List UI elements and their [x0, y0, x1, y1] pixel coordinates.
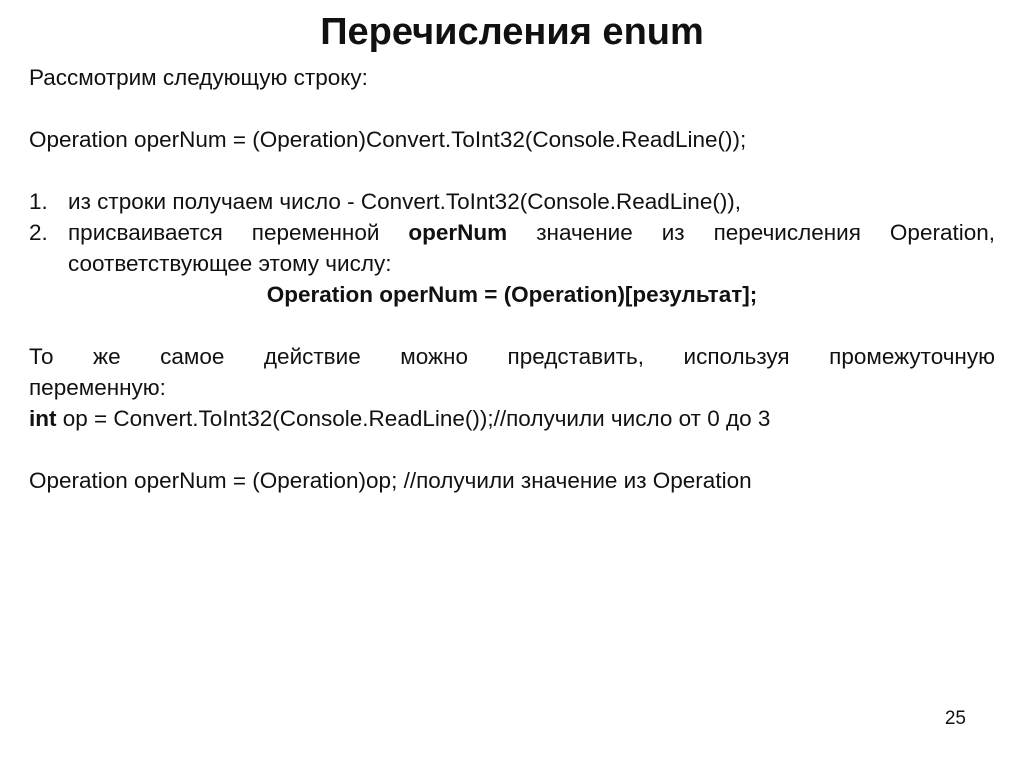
- code-line-int: [29, 403, 995, 434]
- spacer: [29, 310, 995, 341]
- list-number: 1.: [29, 189, 48, 214]
- spacer: [29, 93, 995, 124]
- paragraph-line-1: То же самое действие можно представить, используя промежуточную: [29, 344, 995, 369]
- code-line-int-rest: op = Convert.ToInt32(Console.ReadLine());//получили число от 0 до 3: [56, 406, 771, 431]
- list-item-text: из строки получаем число - Convert.ToInt32(Console.ReadLine()),: [68, 189, 742, 214]
- list-item-2: [29, 217, 995, 279]
- list-item-1: [29, 186, 995, 217]
- paragraph-line-2: переменную:: [29, 375, 166, 400]
- page-number: 25: [944, 708, 966, 729]
- result-code-line: Operation operNum = (Operation)[результат];: [266, 282, 758, 307]
- intro-text: Рассмотрим следующую строку:: [29, 65, 368, 90]
- list-item-continuation: соответствующее этому числу:: [68, 251, 392, 276]
- slide-content: [29, 62, 995, 496]
- code-line-operation: Operation operNum = (Operation)op; //получили значение из Operation: [29, 468, 752, 493]
- keyword-int: int: [29, 406, 57, 431]
- spacer: [29, 155, 995, 186]
- variable-name-bold: operNum: [408, 220, 508, 245]
- list-item-text-suffix: значение из перечисления Operation,: [536, 220, 995, 245]
- slide-title: Перечисления enum: [320, 11, 704, 53]
- spacer: [29, 434, 995, 465]
- code-line-conversion: Operation operNum = (Operation)Convert.ToInt32(Console.ReadLine());: [29, 127, 747, 152]
- list-item-text-line: [68, 217, 995, 248]
- list-item-text-prefix: присваивается переменной: [68, 220, 380, 245]
- list-number: 2.: [29, 220, 48, 245]
